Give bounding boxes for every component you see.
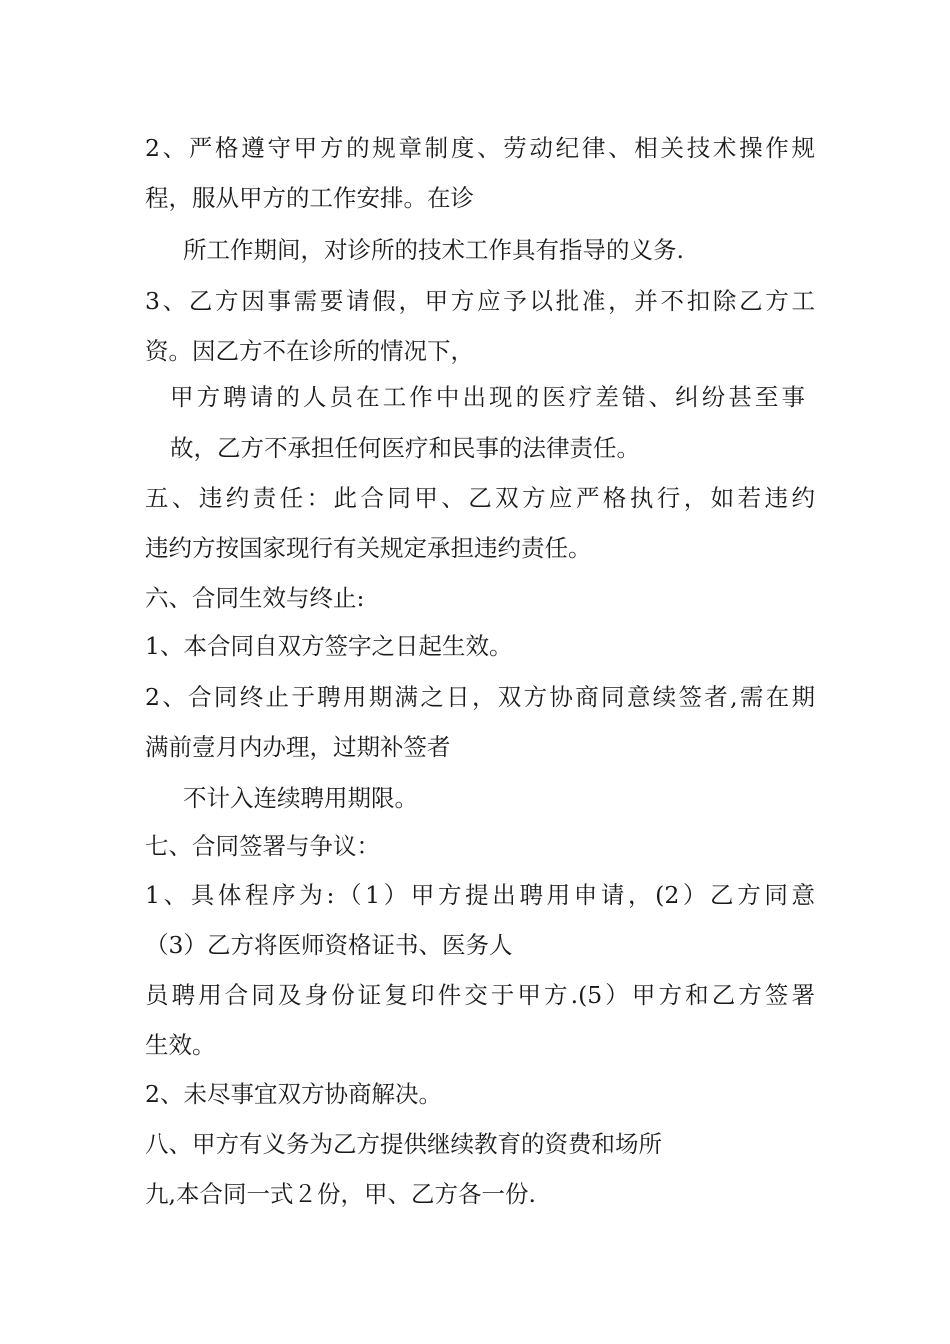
text-line: 3、乙方因事需要请假，甲方应予以批准，并不扣除乙方工 bbox=[145, 287, 815, 315]
text-line: 生效。 bbox=[145, 1031, 216, 1059]
text-line: 九,本合同一式２份，甲、乙方各一份. bbox=[145, 1180, 536, 1208]
text-line: 故，乙方不承担任何医疗和民事的法律责任。 bbox=[170, 434, 640, 462]
text-line: 甲方聘请的人员在工作中出现的医疗差错、纠纷甚至事 bbox=[170, 383, 805, 411]
text-line: 2、合同终止于聘用期满之日，双方协商同意续签者,需在期 bbox=[145, 683, 815, 711]
text-line: 七、合同签署与争议： bbox=[145, 832, 380, 860]
text-line: 2、严格遵守甲方的规章制度、劳动纪律、相关技术操作规 bbox=[145, 134, 815, 162]
text-line: 满前壹月内办理，过期补签者 bbox=[145, 733, 451, 761]
text-line: 所工作期间，对诊所的技术工作具有指导的义务. bbox=[183, 236, 684, 264]
text-line: 1、本合同自双方签字之日起生效。 bbox=[145, 632, 513, 660]
text-line: 程，服从甲方的工作安排。在诊 bbox=[145, 184, 474, 212]
text-line: 员聘用合同及身份证复印件交于甲方.(5）甲方和乙方签署 bbox=[145, 981, 815, 1009]
text-line: （3）乙方将医师资格证书、医务人 bbox=[145, 931, 513, 959]
text-line: 1、具体程序为:（1）甲方提出聘用申请，(2）乙方同意 bbox=[145, 881, 815, 909]
text-line: 违约方按国家现行有关规定承担违约责任。 bbox=[145, 534, 592, 562]
text-line: 五、违约责任：此合同甲、乙双方应严格执行，如若违约 bbox=[145, 484, 815, 512]
text-line: 六、合同生效与终止: bbox=[145, 584, 365, 612]
text-line: 不计入连续聘用期限。 bbox=[183, 784, 418, 812]
text-line: 2、未尽事宜双方协商解决。 bbox=[145, 1080, 442, 1108]
text-line: 资。因乙方不在诊所的情况下， bbox=[145, 337, 474, 365]
text-line: 八、甲方有义务为乙方提供继续教育的资费和场所 bbox=[145, 1130, 662, 1158]
